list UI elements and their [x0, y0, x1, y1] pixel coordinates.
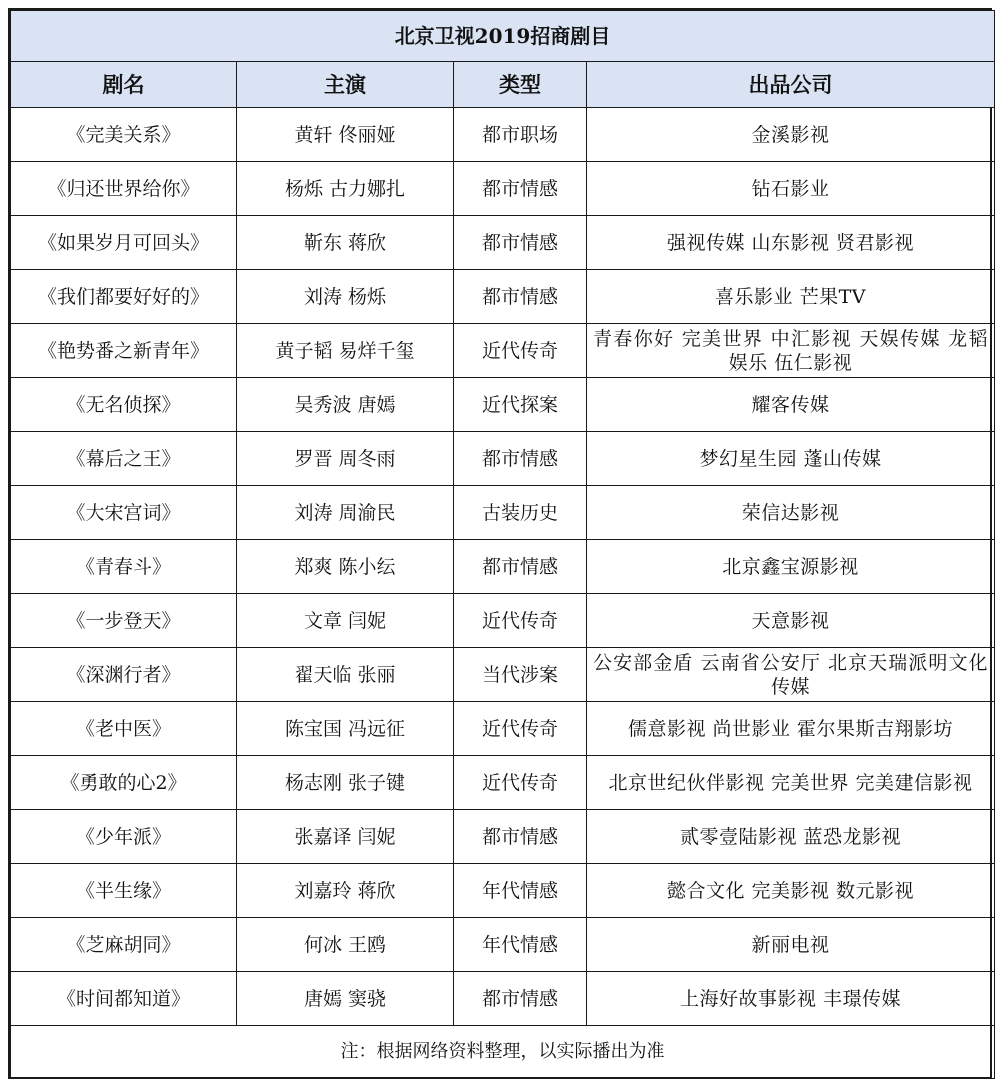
table-row: [11, 972, 995, 1026]
cell-producer: 天意影视: [587, 594, 995, 648]
cell-producer: 钻石影业: [587, 162, 995, 216]
cell-genre: 近代传奇: [454, 324, 587, 378]
cell-cast: 黄子韬 易烊千玺: [237, 324, 454, 378]
cell-genre: 都市情感: [454, 162, 587, 216]
cell-genre: 近代传奇: [454, 756, 587, 810]
table-row: [11, 324, 995, 378]
cell-genre: 年代情感: [454, 864, 587, 918]
cell-genre: 都市情感: [454, 270, 587, 324]
header-producer: 出品公司: [587, 62, 995, 108]
cell-title: 《青春斗》: [11, 540, 237, 594]
table-row: [11, 486, 995, 540]
table-row: [11, 216, 995, 270]
table-row: [11, 594, 995, 648]
cell-producer: 懿合文化 完美影视 数元影视: [587, 864, 995, 918]
cell-genre: 古装历史: [454, 486, 587, 540]
note-row: [11, 1026, 995, 1079]
cell-producer: 北京鑫宝源影视: [587, 540, 995, 594]
cell-title: 《艳势番之新青年》: [11, 324, 237, 378]
table-row: [11, 540, 995, 594]
cell-title: 《大宋宫词》: [11, 486, 237, 540]
cell-cast: 郑爽 陈小纭: [237, 540, 454, 594]
cell-cast: 罗晋 周冬雨: [237, 432, 454, 486]
cell-title: 《半生缘》: [11, 864, 237, 918]
table-row: [11, 702, 995, 756]
cell-producer: 上海好故事影视 丰璟传媒: [587, 972, 995, 1026]
table-row: [11, 432, 995, 486]
cell-genre: 都市情感: [454, 540, 587, 594]
cell-cast: 文章 闫妮: [237, 594, 454, 648]
table-note: 注：根据网络资料整理，以实际播出为准: [11, 1026, 995, 1079]
header-genre: 类型: [454, 62, 587, 108]
cell-cast: 杨志刚 张子键: [237, 756, 454, 810]
cell-producer: 公安部金盾 云南省公安厅 北京天瑞派明文化传媒: [587, 648, 995, 702]
table-row: [11, 810, 995, 864]
cell-title: 《勇敢的心2》: [11, 756, 237, 810]
cell-title: 《芝麻胡同》: [11, 918, 237, 972]
table-row: [11, 270, 995, 324]
cell-producer: 北京世纪伙伴影视 完美世界 完美建信影视: [587, 756, 995, 810]
table-row: [11, 756, 995, 810]
cell-cast: 刘涛 杨烁: [237, 270, 454, 324]
cell-cast: 何冰 王鸥: [237, 918, 454, 972]
cell-genre: 都市情感: [454, 216, 587, 270]
cell-genre: 都市职场: [454, 108, 587, 162]
table-container: [8, 8, 992, 1079]
cell-genre: 都市情感: [454, 972, 587, 1026]
cell-title: 《老中医》: [11, 702, 237, 756]
cell-producer: 强视传媒 山东影视 贤君影视: [587, 216, 995, 270]
table-row: [11, 918, 995, 972]
cell-genre: 都市情感: [454, 432, 587, 486]
cell-genre: 近代探案: [454, 378, 587, 432]
cell-producer: 金溪影视: [587, 108, 995, 162]
table-row: [11, 162, 995, 216]
cell-title: 《幕后之王》: [11, 432, 237, 486]
cell-producer: 新丽电视: [587, 918, 995, 972]
cell-cast: 刘嘉玲 蒋欣: [237, 864, 454, 918]
table-row: [11, 108, 995, 162]
cell-cast: 靳东 蒋欣: [237, 216, 454, 270]
cell-genre: 当代涉案: [454, 648, 587, 702]
cell-title: 《如果岁月可回头》: [11, 216, 237, 270]
cell-producer: 耀客传媒: [587, 378, 995, 432]
cell-cast: 翟天临 张丽: [237, 648, 454, 702]
table-row: [11, 864, 995, 918]
cell-title: 《完美关系》: [11, 108, 237, 162]
cell-producer: 梦幻星生园 蓬山传媒: [587, 432, 995, 486]
cell-producer: 儒意影视 尚世影业 霍尔果斯吉翔影坊: [587, 702, 995, 756]
cell-producer: 贰零壹陆影视 蓝恐龙影视: [587, 810, 995, 864]
cell-cast: 杨烁 古力娜扎: [237, 162, 454, 216]
cell-cast: 张嘉译 闫妮: [237, 810, 454, 864]
table-title: 北京卫视2019招商剧目: [11, 11, 995, 62]
cell-genre: 近代传奇: [454, 702, 587, 756]
cell-title: 《我们都要好好的》: [11, 270, 237, 324]
table-row: [11, 648, 995, 702]
header-row: [11, 62, 995, 108]
cell-genre: 都市情感: [454, 810, 587, 864]
header-title: 剧名: [11, 62, 237, 108]
cell-cast: 唐嫣 窦骁: [237, 972, 454, 1026]
table-row: [11, 378, 995, 432]
cell-producer: 喜乐影业 芒果TV: [587, 270, 995, 324]
cell-title: 《一步登天》: [11, 594, 237, 648]
cell-genre: 年代情感: [454, 918, 587, 972]
cell-producer: 青春你好 完美世界 中汇影视 天娱传媒 龙韬娱乐 伍仁影视: [587, 324, 995, 378]
title-row: [11, 11, 995, 62]
cell-producer: 荣信达影视: [587, 486, 995, 540]
cell-genre: 近代传奇: [454, 594, 587, 648]
cell-cast: 陈宝国 冯远征: [237, 702, 454, 756]
cell-title: 《少年派》: [11, 810, 237, 864]
header-cast: 主演: [237, 62, 454, 108]
cell-title: 《时间都知道》: [11, 972, 237, 1026]
cell-title: 《无名侦探》: [11, 378, 237, 432]
cell-title: 《归还世界给你》: [11, 162, 237, 216]
cell-cast: 吴秀波 唐嫣: [237, 378, 454, 432]
cell-cast: 黄轩 佟丽娅: [237, 108, 454, 162]
cell-cast: 刘涛 周渝民: [237, 486, 454, 540]
drama-table: [10, 10, 995, 1079]
cell-title: 《深渊行者》: [11, 648, 237, 702]
